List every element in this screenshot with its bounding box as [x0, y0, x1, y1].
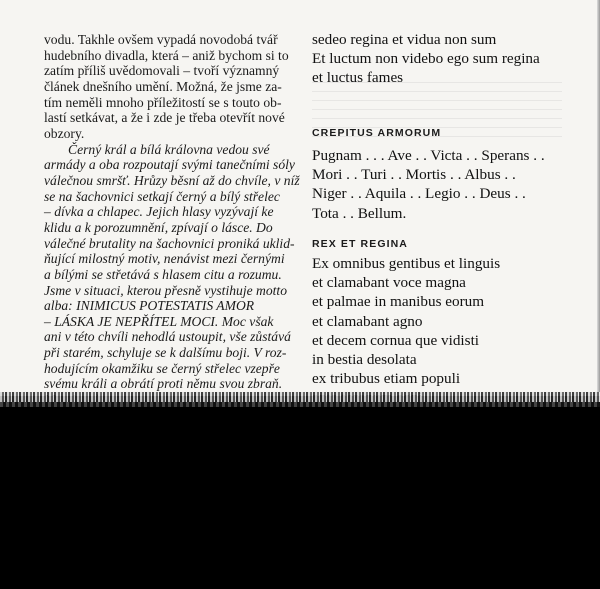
- text-line: válečnou smršť. Hrůzy běsní až do chvíle, v níž: [44, 172, 300, 188]
- left-text-column: [44, 32, 300, 408]
- verse-line: Pugnam . . . Ave . . Victa . . Sperans . .: [312, 147, 545, 164]
- verse-line: et decem cornua que vidisti: [312, 331, 480, 349]
- paragraph-roman: [44, 32, 290, 142]
- text-line: – dívka a chlapec. Jejich hlasy vyzývají ke: [44, 204, 274, 220]
- verse-top: [312, 30, 540, 88]
- paragraph-italic: [44, 141, 300, 408]
- verse-line: et clamabant voce magna: [312, 274, 466, 292]
- verse-line: in bestia desolata: [312, 351, 417, 369]
- text-line: – LÁSKA JE NEPŘÍTEL MOCI. Moc však: [44, 313, 274, 329]
- text-line: armády a oba rozpoutají svými tanečními sóly: [44, 157, 295, 173]
- text-line: zatím příliš uvědomovali – tvoří významný: [44, 63, 280, 79]
- text-line: Černý král a bílá královna vedou své: [68, 141, 270, 157]
- text-line: lastí setkávat, a že i zde je třeba otevřít nové: [44, 110, 285, 126]
- blank-scan-area: [0, 407, 600, 589]
- verse-line: et luctus fames: [312, 69, 404, 87]
- verse-line: Mori . . Turi . . Mortis . . Albus . .: [312, 166, 516, 184]
- text-line: při starém, schyluje se k dalšímu boji. V roz-: [44, 345, 287, 361]
- verse-crepitus: [312, 146, 545, 223]
- text-line: ani v této chvíli nehodlá ustoupit, vše zůstává: [44, 329, 291, 345]
- text-line: článek dnešního umění. Možná, že jsme za-: [44, 78, 282, 94]
- text-line: vodu. Takhle ovšem vypadá novodobá tvář: [44, 32, 278, 47]
- verse-line: et clamabant agno: [312, 312, 423, 330]
- verse-line: ex tribubus etiam populi: [312, 370, 461, 388]
- text-line: ňující milostný motiv, nenávist mezi černými: [44, 251, 285, 267]
- section-heading: REX ET REGINA: [312, 238, 408, 250]
- text-line: klidu a k porozumnění, zpívají o lásce. Do: [44, 219, 273, 235]
- text-line: alba: INIMICUS POTESTATIS AMOR: [44, 298, 255, 314]
- text-line: obzory.: [44, 125, 85, 141]
- text-line: hudebního divadla, která – aniž bychom si to: [44, 47, 289, 63]
- text-line: tím neměli mnoho příležitostí se s touto ob-: [44, 94, 282, 110]
- text-line: Jsme v situaci, kterou přesně vystihuje motto: [44, 282, 287, 298]
- text-line: válečné brutality na šachovnici proniká uklid-: [44, 235, 295, 251]
- text-line: se na šachovnici setkají černý a bílý střelec: [44, 188, 280, 204]
- verse-line: Ex omnibus gentibus et linguis: [312, 255, 501, 272]
- verse-line: Tota . . Bellum.: [312, 204, 407, 222]
- text-line: a bílými se střetává s hlasem citu a rozumu.: [44, 266, 282, 282]
- text-line: hodujícím okamžiku se černý střelec vzepře: [44, 360, 280, 376]
- verse-rex: [312, 254, 500, 408]
- verse-line: Et luctum non videbo ego sum regina: [312, 50, 540, 68]
- section-heading: CREPITUS ARMORUM: [312, 127, 442, 139]
- text-line: svému králi a obrátí proti němu svou zbraň.: [44, 376, 283, 392]
- verse-line: et palmae in manibus eorum: [312, 293, 485, 311]
- verse-line: Niger . . Aquila . . Legio . . Deus . .: [312, 185, 526, 203]
- verse-line: sedeo regina et vidua non sum: [312, 31, 497, 48]
